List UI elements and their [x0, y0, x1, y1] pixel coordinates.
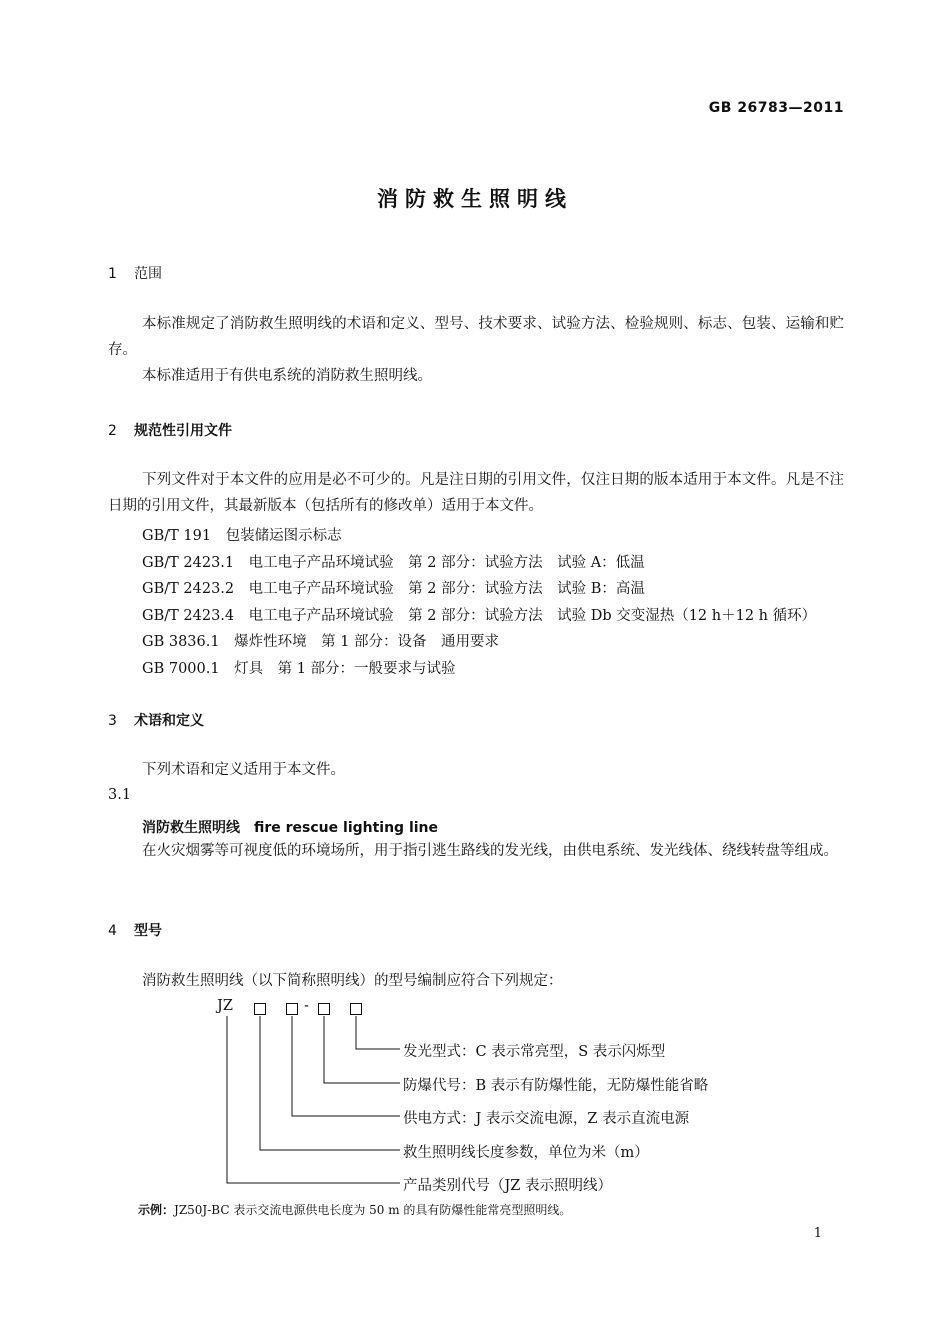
reference-item: GB 3836.1 爆炸性环境 第 1 部分：设备 通用要求	[142, 634, 500, 651]
document-title: 消防救生照明线	[377, 187, 573, 211]
section-4-paragraph-1: 消防救生照明线（以下简称照明线）的型号编制应符合下列规定：	[142, 973, 563, 989]
code-label-explosion-proof: 防爆代号：B 表示有防爆性能，无防爆性能省略	[403, 1078, 709, 1094]
section-number: 1	[108, 266, 117, 282]
page-number: 1	[813, 1226, 822, 1241]
section-2-heading	[108, 420, 232, 440]
term-definition: 在火灾烟雾等可视度低的环境场所，用于指引逃生路线的发光线，由供电系统、发光线体、绕线转盘等组成。	[142, 843, 838, 859]
code-label-category: 产品类别代号（JZ 表示照明线）	[403, 1178, 612, 1194]
reference-item: GB/T 2423.1 电工电子产品环境试验 第 2 部分：试验方法 试验 A：低温	[142, 554, 645, 571]
section-title: 规范性引用文件	[134, 423, 232, 439]
example-note	[138, 1201, 571, 1218]
code-box-explosion	[318, 1003, 330, 1015]
section-number: 2	[108, 423, 117, 439]
section-3-heading	[108, 710, 204, 730]
reference-item: GB/T 191 包装储运图示标志	[142, 528, 342, 544]
model-code-prefix: JZ	[217, 998, 233, 1014]
term-entry	[142, 817, 438, 837]
section-number: 3	[108, 713, 117, 729]
term-chinese: 消防救生照明线	[142, 820, 240, 836]
section-title: 型号	[134, 923, 162, 939]
example-text: JZ50J-BC 表示交流电源供电长度为 50 m 的具有防爆性能常亮型照明线。	[174, 1203, 572, 1217]
example-label: 示例：	[138, 1203, 175, 1217]
code-box-power	[286, 1003, 298, 1015]
model-code-dash: -	[304, 998, 309, 1014]
section-1-heading	[108, 263, 162, 283]
reference-item: GB/T 2423.4 电工电子产品环境试验 第 2 部分：试验方法 试验 Db 交变湿热（12 h＋12 h 循环）	[142, 607, 817, 624]
standard-number: GB 26783—2011	[708, 100, 844, 116]
section-2-paragraph-1: 下列文件对于本文件的应用是必不可少的。凡是注日期的引用文件，仅注日期的版本适用于本文件。凡是不注日期的引用文件，其最新版本（包括所有的修改单）适用于本文件。	[108, 472, 844, 514]
term-english: fire rescue lighting line	[254, 820, 439, 836]
code-box-length	[254, 1003, 266, 1015]
code-label-light-type: 发光型式：C 表示常亮型，S 表示闪烁型	[403, 1044, 666, 1060]
code-box-light-type	[350, 1003, 362, 1015]
section-4-heading	[108, 920, 162, 940]
reference-item: GB/T 2423.2 电工电子产品环境试验 第 2 部分：试验方法 试验 B：高温	[142, 581, 645, 598]
code-label-length: 救生照明线长度参数，单位为米（m）	[403, 1145, 649, 1161]
section-title: 范围	[134, 266, 162, 282]
section-1-paragraph-1: 本标准规定了消防救生照明线的术语和定义、型号、技术要求、试验方法、检验规则、标志、包装、运输和贮存。	[108, 316, 844, 358]
subclause-number: 3.1	[108, 787, 132, 803]
section-1-paragraph-2: 本标准适用于有供电系统的消防救生照明线。	[142, 368, 432, 384]
normative-references-list	[142, 523, 816, 683]
section-number: 4	[108, 923, 117, 939]
section-title: 术语和定义	[134, 713, 204, 729]
reference-item: GB 7000.1 灯具 第 1 部分：一般要求与试验	[142, 660, 456, 677]
section-3-paragraph-1: 下列术语和定义适用于本文件。	[142, 762, 345, 778]
code-label-power-supply: 供电方式：J 表示交流电源，Z 表示直流电源	[403, 1111, 690, 1127]
